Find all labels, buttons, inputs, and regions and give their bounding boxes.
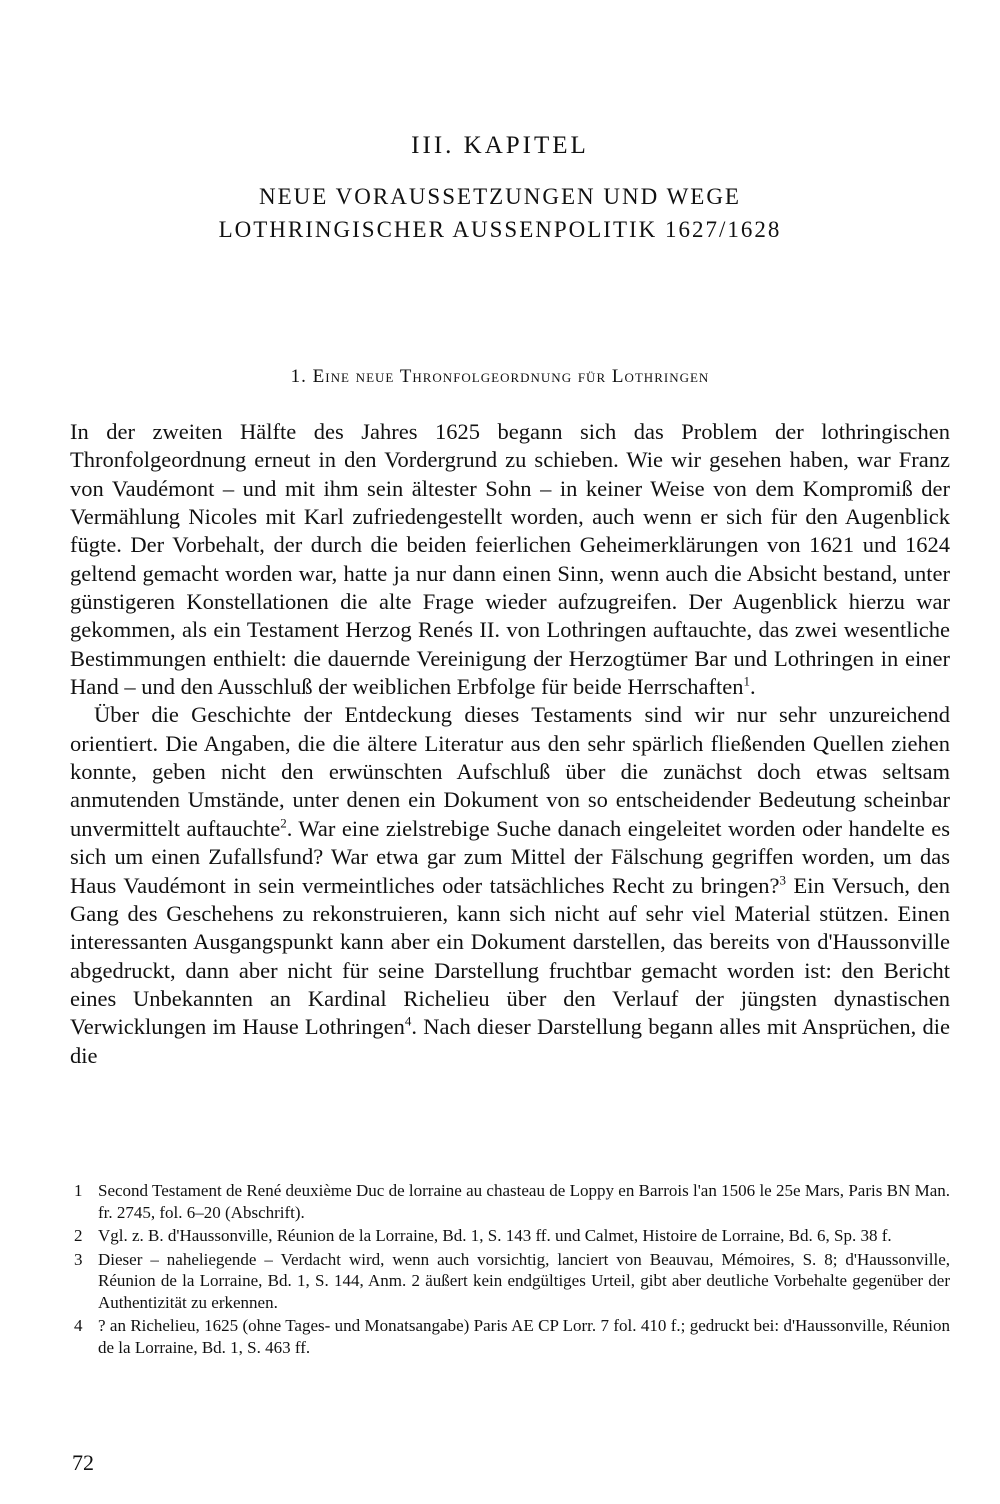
paragraph-1 [70,418,950,701]
paragraph-2-part-c: Ein Versuch, den Gang des Geschehens zu rekonstruieren, kann sich nicht auf sehr viel Material stützen. Einen interessanten Ausgangspunkt kann aber ein Dokument darstellen, das bereits von d'Haussonville abgedruckt, dann aber nicht für seine Darstellung fruchtbar gemacht worden ist: den Bericht eines Unbekannten an Kardinal Richelieu über den Verlauf der jüngsten dynastischen Verwicklungen im Hause Lothringen [70,872,950,1040]
paragraph-2 [70,701,950,1069]
paragraph-1-text: In der zweiten Hälfte des Jahres 1625 begann sich das Problem der lothringischen Thronfolgeordnung erneut in den Vordergrund zu schieben. Wie wir gesehen haben, war Franz von Vaudémont – und mit ihm sein ältester Sohn – in keiner Weise von dem Kompromiß der Vermählung Nicoles mit Karl zufriedengestellt worden, auch wenn er sich für den Augenblick fügte. Der Vorbehalt, der durch die beiden feierlichen Geheimerklärungen von 1621 und 1624 geltend gemacht worden war, hatte ja nur dann einen Sinn, wenn auch die Absicht bestand, unter günstigeren Konstellationen die alte Frage wieder aufzugreifen. Der Augenblick hierzu war gekommen, als ein Testament Herzog Renés II. von Lothringen auftauchte, das zwei wesentliche Bestimmungen enthielt: die dauernde Vereinigung der Herzogtümer Bar und Lothringen in einer Hand – und den Ausschluß der weiblichen Erbfolge für beide Herrschaften [70,419,950,700]
footnote-number: 3 [74,1249,83,1269]
chapter-number: III. KAPITEL [411,132,589,159]
footnote-3 [70,1249,950,1314]
footnote-1 [70,1180,950,1223]
chapter-title-line-1: NEUE VORAUSSETZUNGEN UND WEGE [259,184,741,209]
paragraph-1-end: . [750,674,756,700]
chapter-title [0,180,1000,246]
footnote-text: Dieser – naheliegende – Verdacht wird, wenn auch vorsichtig, lanciert von Beauvau, Mémoires, S. 8; d'Haussonville, Réunion de la Lorraine, Bd. 1, S. 144, Anm. 2 äußert kein endgültiges Urteil, gibt aber deutliche Vorbehalte gegenüber der Authentizität zu erkennen. [98,1249,950,1312]
footnote-number: 2 [74,1226,83,1245]
footnote-ref-4: 4 [404,1013,412,1029]
chapter-title-line-2: LOTHRINGISCHER AUSSENPOLITIK 1627/1628 [218,217,782,242]
footnote-ref-3: 3 [779,872,787,887]
footnote-2 [70,1225,950,1247]
footnote-ref-1: 1 [743,673,751,689]
footnote-number: 1 [74,1181,83,1200]
paragraph-2-part-a: Über die Geschichte der Entdeckung dieses Testaments sind wir nur sehr unzureichend orientiert. Die Angaben, die die ältere Literatur aus den sehr spärlich fließenden Quellen ziehen konnte, geben nicht den erwünschten Aufschluß über die zunächst doch etwas seltsam anmutenden Umstände, unter denen ein Dokument von so entscheidender Bedeutung scheinbar unvermittelt auftauchte [70,702,950,841]
footnote-text: Vgl. z. B. d'Haussonville, Réunion de la Lorraine, Bd. 1, S. 143 ff. und Calmet, Histoire de Lorraine, Bd. 6, Sp. 38 f. [98,1226,892,1245]
body-text [70,418,950,1070]
section-heading: 1. Eine neue Thronfolgeordnung für Lothringen [290,366,710,387]
footnote-number: 4 [74,1316,83,1335]
footnotes [70,1180,950,1360]
footnote-ref-2: 2 [280,815,287,831]
footnote-text: ? an Richelieu, 1625 (ohne Tages- und Monatsangabe) Paris AE CP Lorr. 7 fol. 410 f.; gedruckt bei: d'Haussonville, Réunion de la Lorraine, Bd. 1, S. 463 ff. [98,1316,950,1357]
footnote-4 [70,1315,950,1358]
paragraph-2-part-b: . War eine zielstrebige Suche danach eingeleitet worden oder handelte es sich um einen Zufallsfund? War etwa gar zum Mittel der Fälschung gegriffen worden, um das Haus Vaudémont in sein vermeintliches oder tatsächliches Recht zu bringen? [70,815,950,898]
footnote-text: Second Testament de René deuxième Duc de lorraine au chasteau de Loppy en Barrois l'an 1506 le 25e Mars, Paris BN Man. fr. 2745, fol. 6–20 (Abschrift). [98,1181,950,1222]
paragraph-2-part-d: . Nach dieser Darstellung begann alles mit Ansprüchen, die die [70,1014,950,1068]
page-number: 72 [72,1450,94,1475]
